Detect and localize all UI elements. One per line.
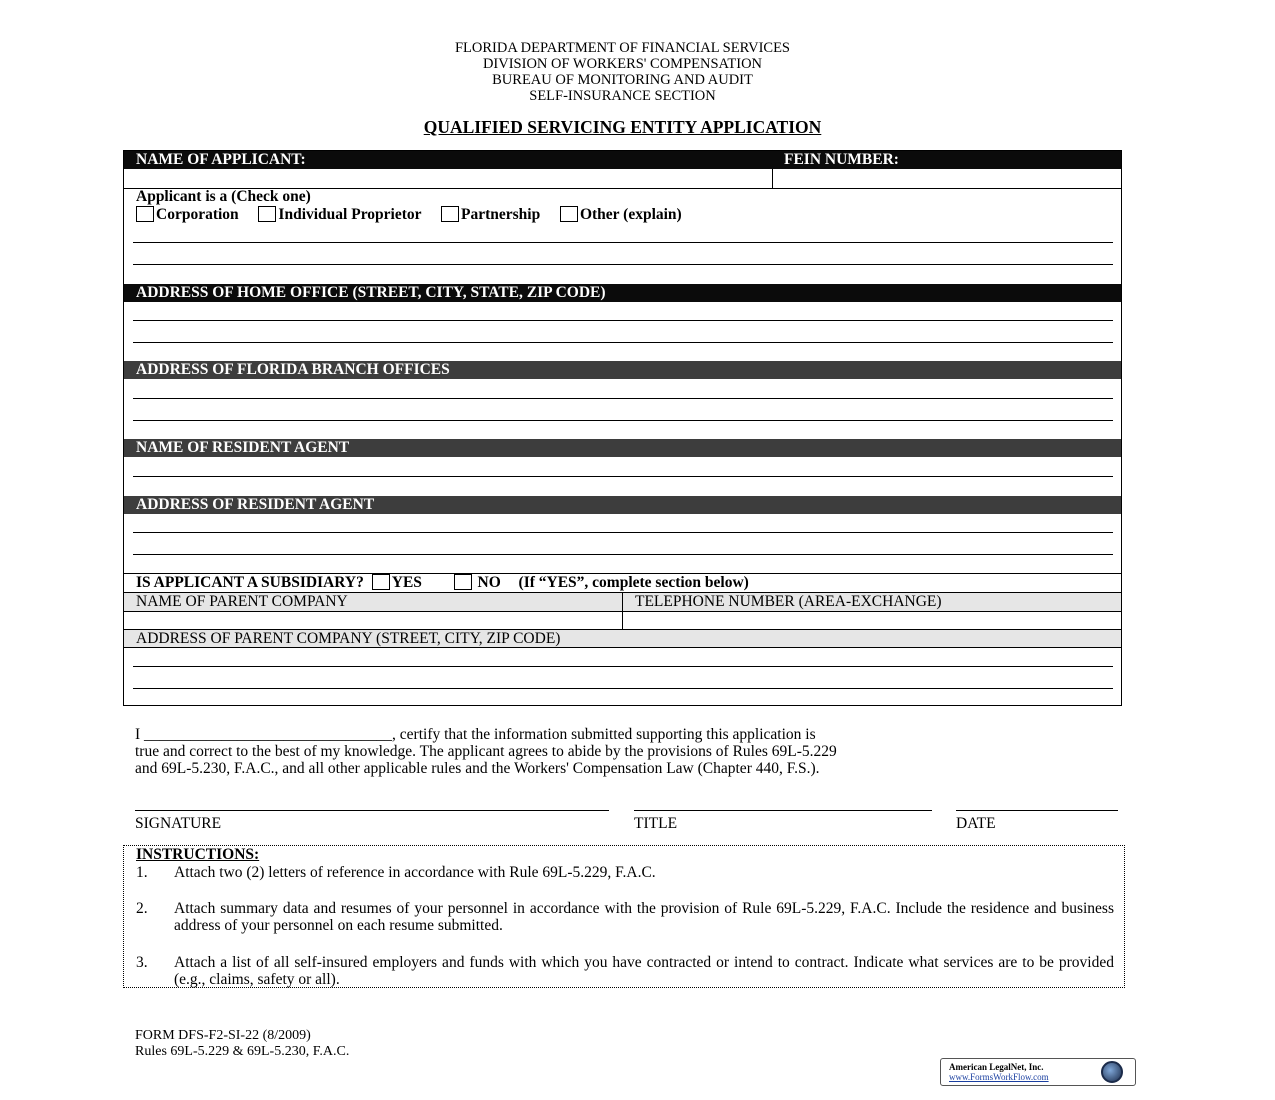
instruction-3-text: Attach a list of all self-insured employers and funds with which you have contracted or intend to contract. Indicate what services are to be provided (e.g., claims, safety or all). [174, 954, 1114, 988]
section-name: SELF-INSURANCE SECTION [529, 88, 716, 104]
individual-proprietor-checkbox[interactable] [258, 206, 276, 222]
row-divider [124, 647, 1121, 648]
corporation-label: Corporation [156, 206, 239, 223]
subsidiary-row [136, 574, 749, 592]
certification-line-2: true and correct to the best of my knowledge. The applicant agrees to abide by the provisions of Rules 69L-5.229 [135, 743, 837, 760]
date-line[interactable] [956, 810, 1118, 811]
subsidiary-note: (If “YES”, complete section below) [518, 574, 749, 591]
instruction-2-number: 2. [136, 900, 148, 917]
subsidiary-question: IS APPLICANT A SUBSIDIARY? [136, 574, 364, 591]
certification-line-3: and 69L-5.230, F.A.C., and all other applicable rules and the Workers' Compensation Law (Chapter 440, F.S.). [135, 760, 820, 777]
resident-agent-address-label: ADDRESS OF RESIDENT AGENT [124, 496, 1121, 514]
branch-offices-label: ADDRESS OF FLORIDA BRANCH OFFICES [124, 361, 1121, 379]
instruction-1-text: Attach two (2) letters of reference in accordance with Rule 69L-5.229, F.A.C. [174, 864, 656, 881]
other-label: Other (explain) [579, 206, 682, 223]
signature-label: SIGNATURE [135, 815, 222, 832]
logo-company: American LegalNet, Inc. [949, 1062, 1044, 1072]
home-office-line-1[interactable] [133, 320, 1113, 321]
signature-line[interactable] [135, 810, 609, 811]
parent-address-label: ADDRESS OF PARENT COMPANY (STREET, CITY, ZIP CODE) [124, 630, 1121, 647]
resident-agent-address-line-1[interactable] [133, 532, 1113, 533]
parent-address-line-2[interactable] [133, 688, 1113, 689]
instructions-heading: INSTRUCTIONS: [136, 846, 260, 863]
logo-url[interactable]: www.FormsWorkFlow.com [949, 1072, 1049, 1082]
resident-agent-name-line[interactable] [133, 476, 1113, 477]
instruction-3-number: 3. [136, 954, 148, 971]
telephone-label: TELEPHONE NUMBER (AREA-EXCHANGE) [635, 593, 942, 610]
resident-agent-name-label: NAME OF RESIDENT AGENT [124, 439, 1121, 457]
corporation-checkbox[interactable] [136, 206, 154, 222]
other-checkbox[interactable] [560, 206, 578, 222]
other-explain-line-2[interactable] [133, 264, 1113, 265]
instruction-1-number: 1. [136, 864, 148, 881]
applicant-name-field[interactable] [124, 169, 772, 188]
other-explain-line-1[interactable] [133, 242, 1113, 243]
form-title: QUALIFIED SERVICING ENTITY APPLICATION [423, 117, 822, 137]
home-office-line-2[interactable] [133, 342, 1113, 343]
fein-number-field[interactable] [773, 169, 1121, 188]
partnership-label: Partnership [461, 206, 541, 223]
certification-line-1: I ________________________________, certify that the information submitted supporting this application is [135, 726, 816, 743]
branch-offices-line-1[interactable] [133, 398, 1113, 399]
subsidiary-no-label: NO [477, 574, 501, 591]
bureau-name: BUREAU OF MONITORING AND AUDIT [492, 72, 753, 88]
form-rules: Rules 69L-5.229 & 69L-5.230, F.A.C. [135, 1044, 350, 1059]
form-number: FORM DFS-F2-SI-22 (8/2009) [135, 1028, 311, 1043]
american-legalnet-logo[interactable] [940, 1058, 1136, 1086]
parent-address-line-1[interactable] [133, 666, 1113, 667]
applicant-type-options [136, 206, 682, 224]
individual-proprietor-label: Individual Proprietor [278, 206, 422, 223]
division-name: DIVISION OF WORKERS' COMPENSATION [482, 56, 763, 72]
title-line[interactable] [634, 810, 932, 811]
resident-agent-address-line-2[interactable] [133, 554, 1113, 555]
instruction-2-text: Attach summary data and resumes of your personnel in accordance with the provision of Rule 69L-5.229, F.A.C. Include the residence and business address of your personnel on each resume submitted. [174, 900, 1114, 934]
applicant-type-label: Applicant is a (Check one) [136, 188, 311, 205]
agency-name: FLORIDA DEPARTMENT OF FINANCIAL SERVICES [454, 40, 790, 56]
home-office-label: ADDRESS OF HOME OFFICE (STREET, CITY, STATE, ZIP CODE) [124, 284, 1121, 302]
branch-offices-line-2[interactable] [133, 420, 1113, 421]
telephone-field[interactable] [623, 612, 1121, 629]
certification-statement [135, 726, 1135, 777]
subsidiary-no-checkbox[interactable] [454, 574, 472, 590]
title-label: TITLE [634, 815, 678, 832]
parent-name-label: NAME OF PARENT COMPANY [136, 593, 348, 610]
name-of-applicant-label: NAME OF APPLICANT: [136, 151, 306, 168]
partnership-checkbox[interactable] [441, 206, 459, 222]
fein-number-label: FEIN NUMBER: [784, 151, 899, 168]
date-label: DATE [956, 815, 996, 832]
globe-icon [1101, 1061, 1123, 1083]
applicant-header-bar [124, 151, 1121, 169]
instructions-box [123, 845, 1125, 988]
parent-name-field[interactable] [124, 612, 622, 629]
subsidiary-yes-label: YES [391, 574, 422, 591]
subsidiary-yes-checkbox[interactable] [372, 574, 390, 590]
application-form [123, 150, 1122, 706]
